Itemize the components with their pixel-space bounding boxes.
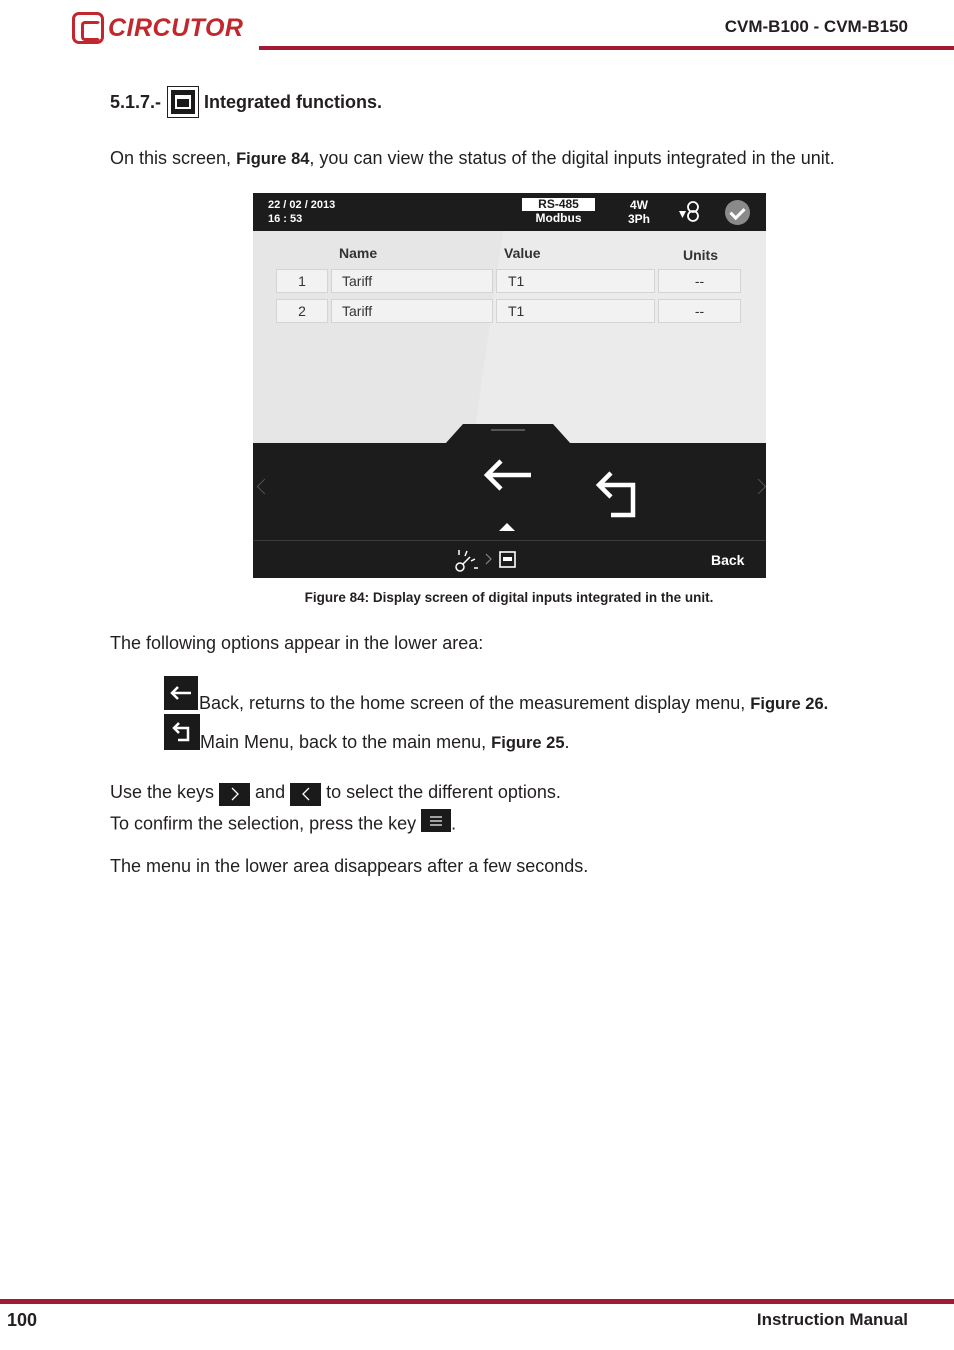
row-units: -- [658, 299, 741, 323]
col-header-name: Name [339, 245, 378, 261]
row-index: 1 [276, 269, 328, 293]
logo-text: CIRCUTOR [108, 13, 244, 42]
option-back [199, 693, 828, 714]
menu-tab [445, 424, 571, 446]
circutor-logo-icon [72, 12, 104, 44]
page-number: 100 [7, 1310, 38, 1330]
model-title: CVM-B100 - CVM-B150 [724, 17, 908, 36]
comm-protocol: RS-485 [522, 198, 595, 211]
col-header-units: Units [683, 247, 718, 263]
keys-text-a: Use the keys [110, 782, 220, 802]
transformer-icon [677, 199, 703, 225]
date-label: 22 / 02 / 2013 [268, 199, 336, 211]
section-heading [110, 84, 382, 120]
main-menu-return-icon [164, 714, 200, 750]
datetime [268, 198, 335, 226]
intro-text: On this screen, [110, 148, 237, 168]
circutor-logo [72, 12, 243, 44]
option-main-tail: . [564, 732, 570, 752]
wiring-top: 4W [630, 198, 648, 212]
option-main-text: Main Menu, back to the main menu, [200, 732, 492, 752]
footer-manual: Instruction Manual [756, 1310, 908, 1329]
comm-mode: Modbus [535, 211, 582, 225]
lower-divider [253, 540, 766, 541]
keys-paragraph [110, 782, 561, 806]
wiring-bottom: 3Ph [627, 212, 650, 226]
menu-tab-handle[interactable] [491, 429, 525, 431]
col-header-value: Value [504, 245, 541, 261]
confirm-paragraph [110, 809, 456, 835]
key-left-icon [290, 783, 321, 806]
check-icon [725, 200, 750, 225]
background-shade [473, 231, 503, 443]
figure-caption: Figure 84: Display screen of digital inputs integrated in the unit. [304, 590, 714, 605]
option-main-menu [200, 732, 570, 753]
row-units: -- [658, 269, 741, 293]
closing-paragraph: The menu in the lower area disappears after a few seconds. [110, 856, 589, 876]
wiring-indicator [623, 198, 655, 226]
keys-text-b: and [250, 782, 291, 802]
confirm-end: . [451, 813, 457, 834]
status-bar [253, 193, 766, 231]
chevron-right-small-icon [485, 553, 493, 565]
option-back-ref: Figure 26. [750, 695, 829, 713]
time-label: 16 : 53 [268, 213, 303, 225]
option-back-text: Back, returns to the home screen of the measurement display menu, [199, 693, 751, 713]
integrated-functions-small-icon [499, 551, 516, 568]
intro-paragraph [110, 148, 835, 169]
integrated-functions-icon [167, 86, 199, 118]
row-index: 2 [276, 299, 328, 323]
key-menu-icon [421, 809, 451, 832]
keys-text-c: to select the different options. [321, 782, 561, 802]
background-shade-fill [503, 231, 766, 443]
device-screen [253, 193, 766, 578]
row-value: T1 [496, 269, 655, 293]
row-value: T1 [496, 299, 655, 323]
section-title: Integrated functions. [204, 91, 383, 112]
row-name: Tariff [331, 299, 493, 323]
section-number: 5.1.7.- [110, 91, 162, 112]
bulb-icon [453, 548, 481, 574]
return-icon[interactable] [591, 467, 647, 523]
intro-text-end: , you can view the status of the digital inputs integrated in the unit. [309, 148, 835, 168]
arrow-left-icon[interactable] [481, 455, 537, 495]
option-main-ref: Figure 25 [491, 734, 565, 752]
lower-area-intro: The following options appear in the lower area: [110, 633, 484, 653]
footer-rule [0, 1299, 954, 1304]
key-right-icon [219, 783, 250, 806]
header-rule [259, 46, 954, 50]
confirm-text: To confirm the selection, press the key [110, 813, 422, 834]
row-name: Tariff [331, 269, 493, 293]
back-arrow-icon [164, 676, 198, 710]
menu-indicator-icon [499, 523, 515, 531]
figure-ref: Figure 84 [236, 150, 310, 168]
back-label[interactable]: Back [711, 552, 745, 568]
